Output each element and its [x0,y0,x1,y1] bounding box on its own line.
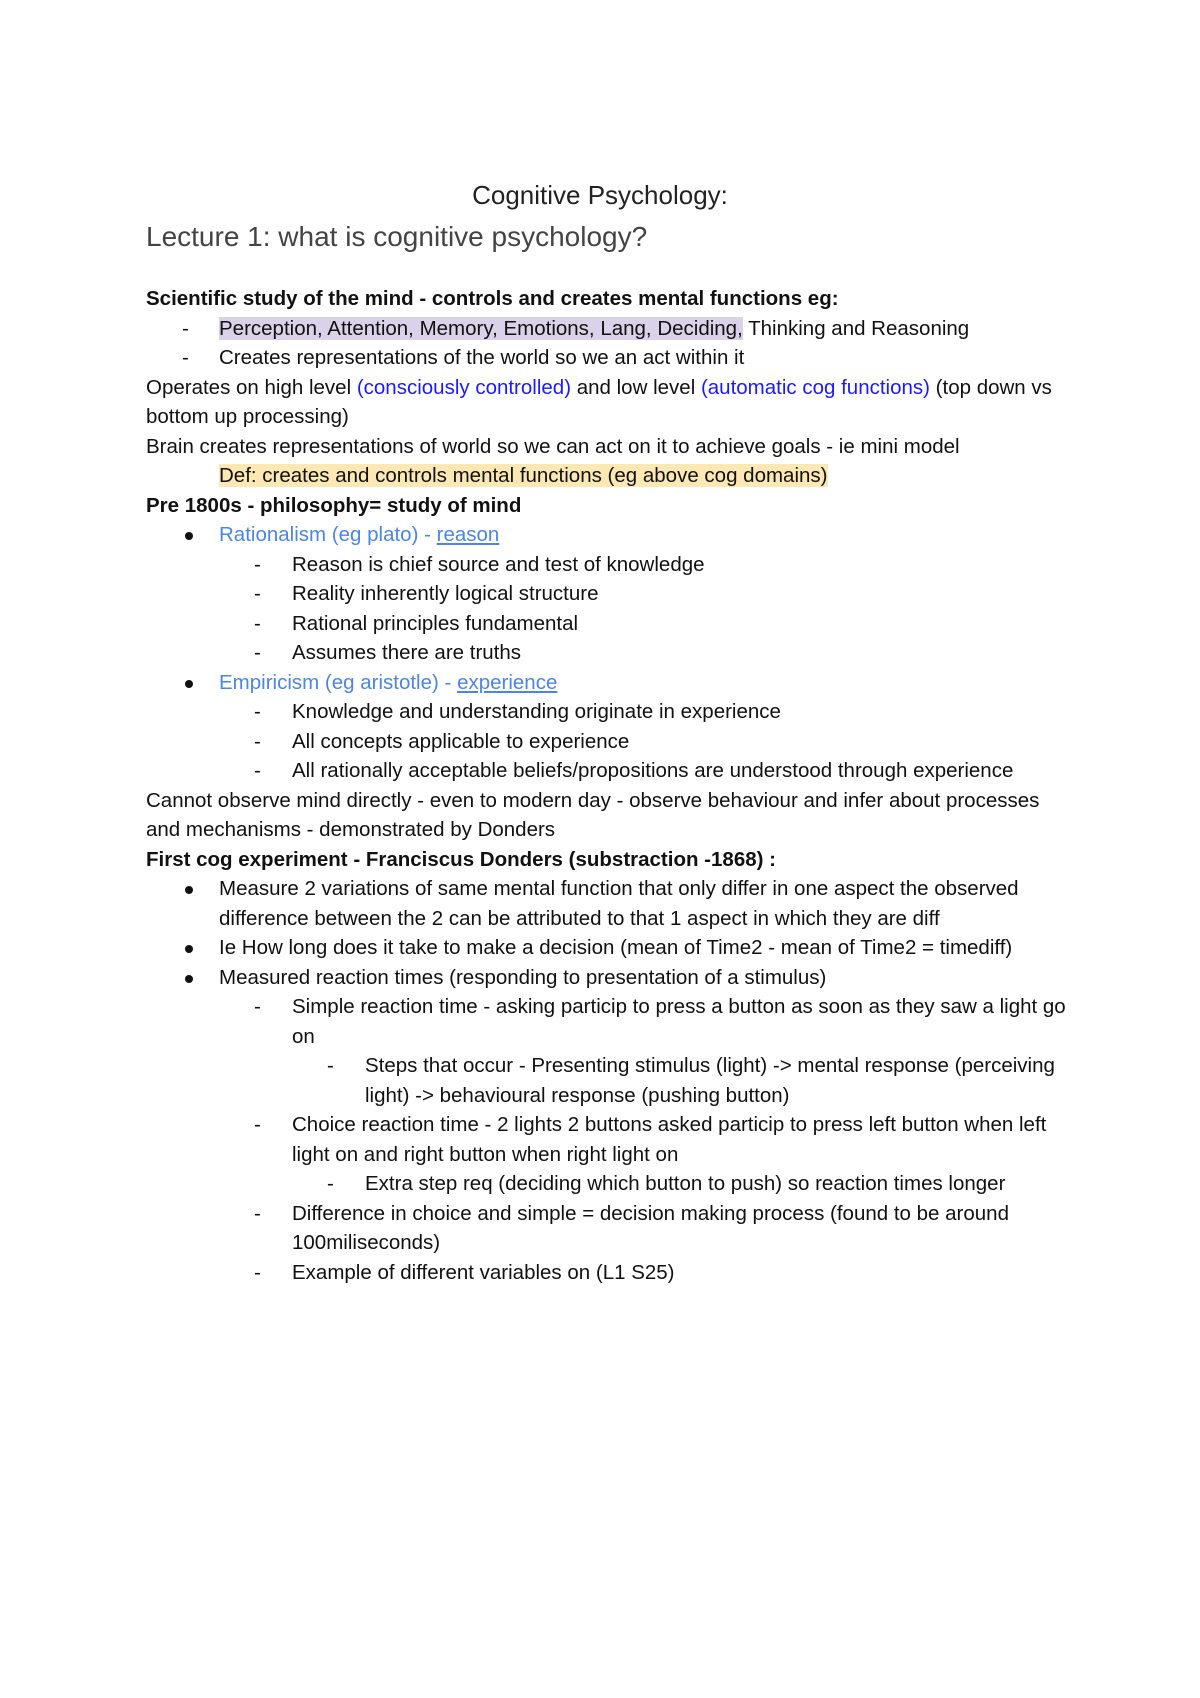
list-text: All concepts applicable to experience [292,729,630,753]
list-item [146,314,1076,344]
dash-marker: - [182,346,189,369]
list-item [146,609,1076,639]
list-text: Difference in choice and simple = decision making process (found to be around 100miliseconds) [292,1201,1009,1254]
text-run: (top down vs bottom up processing) [146,375,1052,428]
text-run: Operates on high level [146,375,357,399]
list-item [146,520,1076,550]
dash-marker: - [254,552,261,576]
colored-text: Rationalism (eg plato) - [219,523,437,546]
dash-marker: - [327,1054,334,1077]
highlighted-text: Perception, Attention, Memory, Emotions, Lang, Deciding, [219,316,743,340]
list-item [146,1169,1076,1199]
list-item [146,343,1076,373]
list-item [146,1051,1076,1110]
list-text: Reality inherently logical structure [292,582,599,605]
list-text: Reason is chief source and test of knowledge [292,552,705,576]
dash-marker: - [254,1201,261,1225]
list-item [146,727,1076,757]
list-item [146,638,1076,668]
dash-marker: - [254,1113,261,1136]
list-item [146,697,1076,727]
definition-line [146,461,1076,491]
list-item [146,874,1076,933]
bullet-icon [185,886,193,894]
list-text: Example of different variables on (L1 S25) [292,1260,675,1284]
list-item [146,1110,1076,1169]
list-text: Knowledge and understanding originate in experience [292,700,781,723]
dash-marker: - [254,995,261,1018]
bullet-icon [185,680,193,688]
highlighted-definition: Def: creates and controls mental functions (eg above cog domains) [219,464,828,487]
list-text: Measured reaction times (responding to presentation of a stimulus) [219,965,827,989]
dash-marker: - [327,1172,334,1195]
dash-marker: - [254,611,261,635]
paragraph: Cannot observe mind directly - even to modern day - observe behaviour and infer about processes and mechanisms - demonstrated by Donders [146,788,1040,841]
list-text: Choice reaction time - 2 lights 2 buttons asked particip to press left button when left light on and right button when right light on [292,1113,1047,1166]
list-item [146,550,1076,580]
dash-marker: - [182,316,189,340]
dash-marker: - [254,759,261,782]
document-title: Cognitive Psychology: [472,180,728,210]
text-run: and low level [571,375,701,399]
colored-text: (consciously controlled) [356,375,572,399]
list-text: Assumes there are truths [292,641,522,664]
list-text: Creates representations of the world so we an act within it [219,346,745,369]
list-text: Thinking and Reasoning [742,316,970,340]
section-heading-donders: First cog experiment - Franciscus Donders (substraction -1868) : [146,847,776,871]
list-text: Ie How long does it take to make a decision (mean of Time2 - mean of Time2 = timediff) [219,936,1013,959]
list-item [146,992,1076,1051]
list-item [146,668,1076,698]
dash-marker: - [254,582,261,605]
list-item [146,1258,1076,1288]
list-item [146,1199,1076,1258]
list-text: Measure 2 variations of same mental function that only differ in one aspect the observed difference between the 2 can be attributed to that 1 aspect in which they are diff [219,877,1019,930]
paragraph [146,373,1076,432]
list-item [146,756,1076,786]
list-item [146,933,1076,963]
dash-marker: - [254,700,261,723]
section-heading-pre-1800s: Pre 1800s - philosophy= study of mind [146,493,522,517]
experience-link[interactable]: experience [457,670,558,694]
dash-marker: - [254,729,261,753]
list-text: Simple reaction time - asking particip to press a button as soon as they saw a light go on [292,995,1066,1048]
colored-text: Empiricism (eg aristotle) - [219,670,458,694]
dash-marker: - [254,641,261,664]
section-heading-mind: Scientific study of the mind - controls and creates mental functions eg: [146,287,839,310]
list-text: Extra step req (deciding which button to push) so reaction times longer [365,1172,1006,1195]
colored-text: (automatic cog functions) [700,375,930,399]
lecture-heading: Lecture 1: what is cognitive psychology? [146,221,648,252]
bullet-icon [185,975,193,983]
paragraph: Brain creates representations of world so we can act on it to achieve goals - ie mini model [146,434,960,458]
bullet-icon [185,945,193,953]
list-text: All rationally acceptable beliefs/propositions are understood through experience [292,759,1014,782]
reason-link[interactable]: reason [436,523,500,546]
list-text: Steps that occur - Presenting stimulus (light) -> mental response (perceiving light) -> behavioural response (pushing button) [365,1054,1055,1107]
list-item [146,579,1076,609]
bullet-icon [185,532,193,540]
list-text: Rational principles fundamental [292,611,579,635]
dash-marker: - [254,1260,261,1284]
list-item [146,963,1076,993]
document-body [146,284,1076,1287]
